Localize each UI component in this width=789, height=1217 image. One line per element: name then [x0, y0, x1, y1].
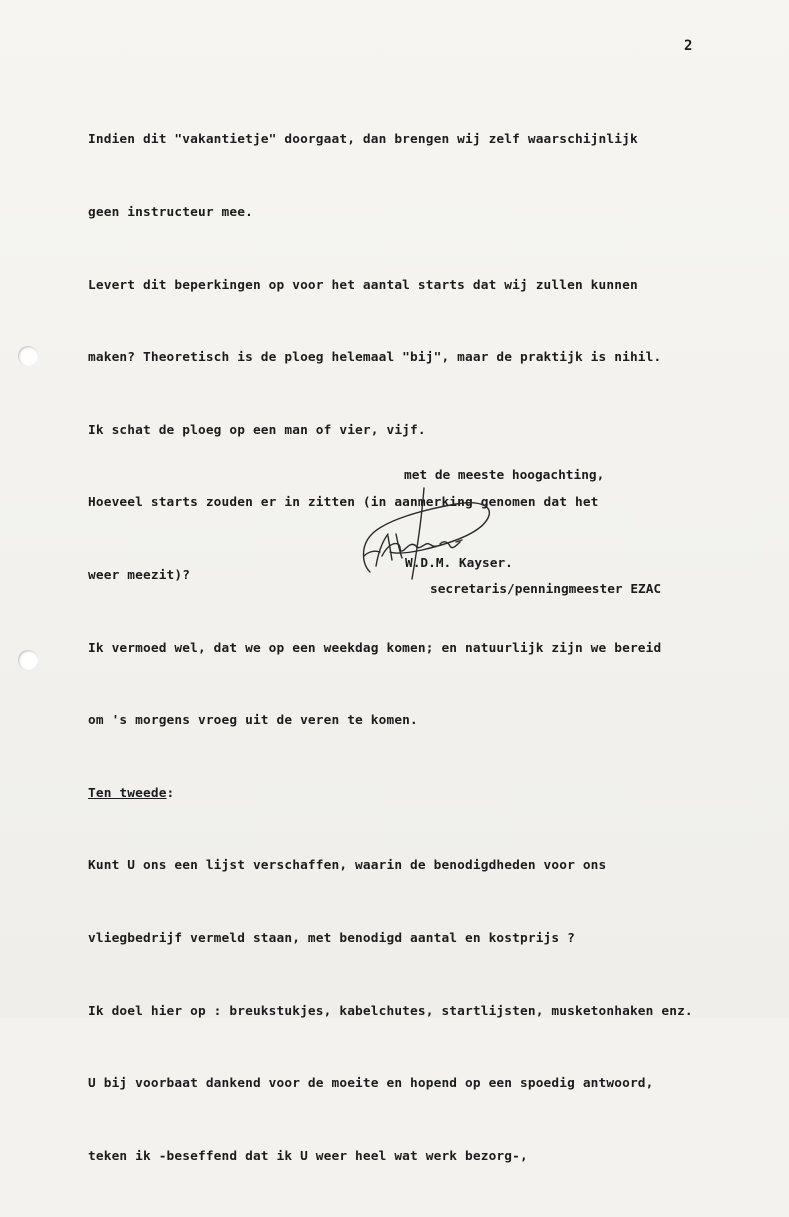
letter-line: Ik schat de ploeg op een man of vier, vijf.	[88, 422, 426, 438]
signer-name: W.D.M. Kayser.	[405, 556, 513, 571]
punch-hole-bottom	[18, 650, 38, 670]
letter-line: Ik doel hier op : breukstukjes, kabelchutes, startlijsten, musketonhaken enz.	[88, 1003, 693, 1019]
letter-line: geen instructeur mee.	[88, 205, 253, 220]
letter-line: vliegbedrijf vermeld staan, met benodigd aantal en kostprijs ?	[88, 930, 575, 946]
closing-salutation: met de meeste hoogachting,	[404, 468, 605, 483]
section-heading	[88, 782, 768, 806]
punch-hole-top	[18, 346, 38, 366]
letter-line: Hoeveel starts zouden er in zitten (in aanmerking genomen dat het	[88, 495, 599, 511]
signer-role: secretaris/penningmeester EZAC	[430, 582, 662, 597]
letter-line: Kunt U ons een lijst verschaffen, waarin de benodigdheden voor ons	[88, 858, 607, 874]
page-number: 2	[684, 38, 693, 54]
letter-line: Levert dit beperkingen op voor het aantal starts dat wij zullen kunnen	[88, 277, 638, 293]
letter-body	[88, 80, 768, 1217]
letter-line: U bij voorbaat dankend voor de moeite en hopend op een spoedig antwoord,	[88, 1076, 654, 1092]
letter-line: Ik vermoed wel, dat we op een weekdag komen; en natuurlijk zijn we bereid	[88, 640, 662, 656]
letter-line: teken ik -beseffend dat ik U weer heel wat werk bezorg-,	[88, 1148, 528, 1164]
letter-line: om 's morgens vroeg uit de veren te komen.	[88, 713, 418, 729]
letter-line: weer meezit)?	[88, 567, 191, 583]
letter-line: Indien dit "vakantietje" doorgaat, dan brengen wij zelf waarschijnlijk	[88, 132, 638, 148]
section-heading-colon: :	[166, 785, 175, 801]
letter-line: maken? Theoretisch is de ploeg helemaal "bij", maar de praktijk is nihil.	[88, 350, 662, 366]
section-heading-text: Ten tweede	[88, 785, 167, 801]
